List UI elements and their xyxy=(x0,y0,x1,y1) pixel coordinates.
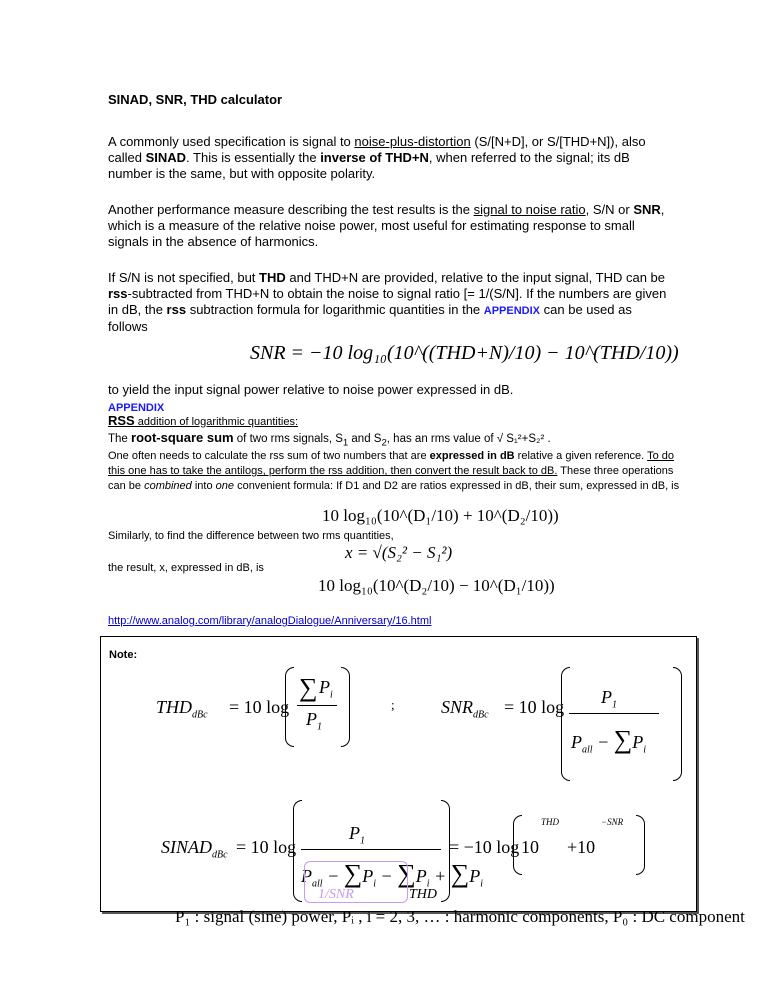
fraction-bar xyxy=(569,713,659,714)
paren xyxy=(561,667,570,781)
paren xyxy=(285,667,294,747)
thd-label: THD xyxy=(409,887,438,902)
paragraph-snr: Another performance measure describing the test results is the signal to noise ratio, S/N or SNR, which is a measure of the relative noise power, most useful for estimating response to small signals in the absence of harmonics. xyxy=(108,202,665,249)
thd-lhs: $THD_{dBc}$ xyxy=(156,697,208,721)
equals-minus-10log: = −10 log xyxy=(449,837,520,857)
sum-sign: ∑ xyxy=(299,673,318,702)
appendix-heading: APPENDIX xyxy=(108,402,165,414)
equals-10log: = 10 log xyxy=(229,697,290,717)
rss-paragraph: One often needs to calculate the rss sum of two numbers that are expressed in dB relative a given reference. To do this one has to take the antilogs, perform the rss addition, then convert the result back to dB. These three operations can be combined into one convenient formula: If D1 and D2 are ratios expressed in dB, their sum, expressed in dB, is xyxy=(108,450,680,492)
rss-line: The root-square sum of two rms signals, $S_1$ and $S_2$, has an rms value of √ S₁²+S₂² . xyxy=(108,430,551,449)
paren xyxy=(673,667,682,781)
sinad-lhs: $SINAD_{dBc}$ xyxy=(161,837,228,861)
semicolon: ; xyxy=(391,697,395,712)
snr-denominator: $P_{all} - \sum P_i$ xyxy=(571,725,647,756)
caption: P₁ : signal (sine) power, Pᵢ , i = 2, 3, … : harmonic components, P₀ : DC component xyxy=(175,907,745,926)
fraction-bar xyxy=(301,849,441,850)
sum-formula: 10 log₁₀(10^(D₁/10) + 10^(D₂/10)) xyxy=(322,506,559,525)
p-1: $P_1$ xyxy=(601,687,617,711)
result-text: the result, x, expressed in dB, is xyxy=(108,562,264,574)
p-1: $P_1$ xyxy=(349,823,365,847)
paragraph-yield: to yield the input signal power relative to noise power expressed in dB. xyxy=(108,382,514,397)
page-title: SINAD, SNR, THD calculator xyxy=(108,92,283,107)
ten: 10 xyxy=(521,837,539,857)
sinad-denominator: $P_{all} - \sum P_i - \sum P_i + \sum P_i$ xyxy=(301,859,484,890)
fraction-bar xyxy=(297,705,337,706)
snr-exponent: −SNR xyxy=(601,817,624,827)
paragraph-thd: If S/N is not specified, but THD and THD+N are provided, relative to the input signal, THD can be rss-subtracted from THD+N to obtain the noise to signal ratio [= 1/(S/N]. If the numbers are given in dB, the rss subtraction formula for logarithmic quantities in the APPENDIX can be used as follows xyxy=(108,270,667,334)
snr-formula: SNR = −10 log₁₀(10^((THD+N)/10) − 10^(THD/10)) xyxy=(250,342,679,364)
thd-exponent: THD xyxy=(541,817,560,827)
note-box xyxy=(100,636,745,926)
paragraph-sinad: A commonly used specification is signal to noise-plus-distortion (S/[N+D], or S/[THD+N]), also called SINAD. This is essentially the inverse of THD+N, when referred to the signal; its dB number is the same, but with opposite polarity. xyxy=(108,134,646,181)
snr-label: 1/SNR xyxy=(318,887,354,902)
analog-link[interactable]: http://www.analog.com/library/analogDialogue/Anniversary/16.html xyxy=(108,615,432,627)
note-label: Note: xyxy=(109,649,138,661)
equals-10log: = 10 log xyxy=(236,837,297,857)
paren xyxy=(341,667,350,747)
rss-heading: RSS addition of logarithmic quantities: xyxy=(108,413,298,428)
difference-formula: x = √(S₂² − S₁²) xyxy=(345,543,453,562)
p-i: $P_i$ xyxy=(319,677,333,701)
plus-ten: +10 xyxy=(567,837,596,857)
similarly-text: Similarly, to find the difference between two rms quantities, xyxy=(108,530,394,542)
paren xyxy=(636,815,645,875)
equals-10log: = 10 log xyxy=(504,697,565,717)
p-1: $P_1$ xyxy=(306,709,322,733)
diff-db-formula: 10 log₁₀(10^(D₂/10) − 10^(D₁/10)) xyxy=(318,576,555,595)
snr-lhs: $SNR_{dBc}$ xyxy=(441,697,489,721)
